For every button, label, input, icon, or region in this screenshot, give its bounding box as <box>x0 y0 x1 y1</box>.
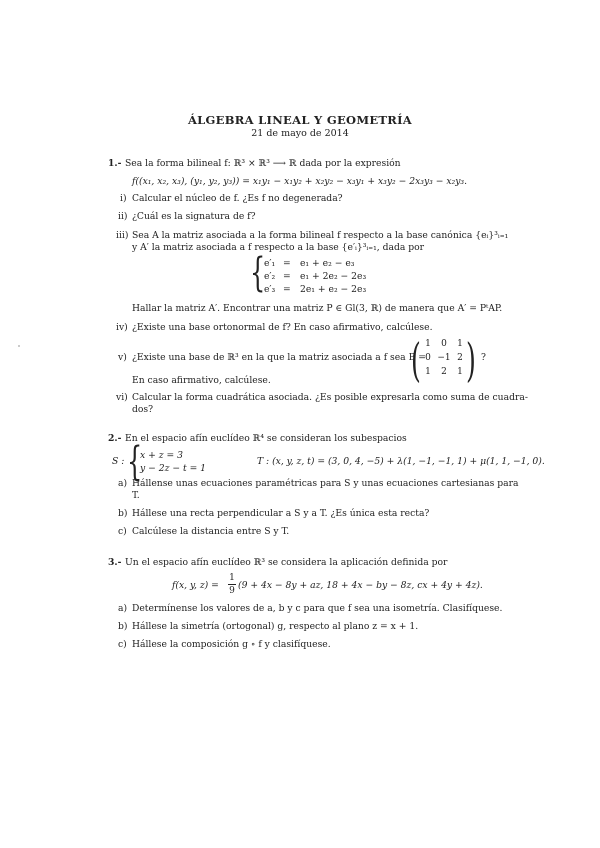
item-1-v-text: ¿Existe una base de ℝ³ en la que la matriz asociada a f sea B = <box>132 352 426 363</box>
item-2-c-text: Calcúlese la distancia entre S y T. <box>132 526 290 537</box>
fraction-denominator: 9 <box>229 586 235 596</box>
subspace-s-label: S : <box>112 456 125 467</box>
system-lhs-3: e′₃ <box>264 284 276 295</box>
item-2-a-line2: T. <box>132 490 140 501</box>
problem-2-intro: En el espacio afín euclídeo ℝ⁴ se consideran los subespacios <box>125 433 407 444</box>
item-2-b-text: Hállese una recta perpendicular a S y a T. ¿Es única esta recta? <box>132 508 430 519</box>
item-3-c-label: c) <box>118 639 127 650</box>
function-lhs: f(x, y, z) = <box>172 580 219 591</box>
item-1-ii-label: ii) <box>118 211 128 222</box>
item-3-a-label: a) <box>118 603 128 614</box>
scan-speck <box>18 345 20 347</box>
item-1-iii-line2: y A′ la matriz asociada a f respecto a la base {e′ᵢ}³ᵢ₌₁, dada por <box>132 242 425 253</box>
item-1-iv-label: iv) <box>116 322 128 333</box>
problem-2-number: 2.- <box>108 433 122 444</box>
subspace-s-eq1: x + z = 3 <box>140 450 183 461</box>
problem-3-intro: Un el espacio afín euclídeo ℝ³ se considera la aplicación definida por <box>125 557 448 568</box>
item-3-b-text: Hállese la simetría (ortogonal) g, respecto al plano z = x + 1. <box>132 621 419 632</box>
matrix-right-paren: ) <box>466 333 476 387</box>
item-1-iii-label: iii) <box>116 230 129 241</box>
matrix-cell: 2 <box>441 367 447 377</box>
item-1-iii-line1: Sea A la matriz asociada a la forma bilineal f respecto a la base canónica {eᵢ}³ᵢ₌₁ <box>132 230 509 241</box>
system-eq-2: = <box>283 271 291 282</box>
item-1-v-question-mark: ? <box>481 352 486 363</box>
item-3-a-text: Determínense los valores de a, b y c para que f sea una isometría. Clasifíquese. <box>132 603 503 614</box>
system-rhs-2: e₁ + 2e₂ − 2e₃ <box>300 271 367 282</box>
system-rhs-3: 2e₁ + e₂ − 2e₃ <box>300 284 367 295</box>
item-1-vi-label: vi) <box>116 392 128 403</box>
item-2-a-label: a) <box>118 478 128 489</box>
item-3-b-label: b) <box>118 621 128 632</box>
item-1-i-text: Calcular el núcleo de f. ¿Es f no degenerada? <box>132 193 343 204</box>
matrix-cell: 1 <box>425 367 431 377</box>
item-1-iv-text: ¿Existe una base ortonormal de f? En caso afirmativo, calcúlese. <box>132 322 433 333</box>
item-2-b-label: b) <box>118 508 128 519</box>
item-1-v-label: v) <box>118 352 127 363</box>
item-2-a-line1: Hállense unas ecuaciones paramétricas para S y unas ecuaciones cartesianas para <box>132 478 519 489</box>
problem-1-intro: Sea la forma bilineal f: ℝ³ × ℝ³ ⟶ ℝ dada por la expresión <box>125 158 401 169</box>
system-lhs-2: e′₂ <box>264 271 276 282</box>
item-1-vi-line1: Calcular la forma cuadrática asociada. ¿Es posible expresarla como suma de cuadra- <box>132 392 528 403</box>
function-rhs: (9 + 4x − 8y + az, 18 + 4x − by − 8z, cx + 4y + 4z). <box>238 580 483 591</box>
matrix-cell: 2 <box>457 353 463 363</box>
subspace-t-definition: T : (x, y, z, t) = (3, 0, 4, −5) + λ(1, −1, −1, 1) + μ(1, 1, −1, 0). <box>257 456 545 467</box>
fraction-numerator: 1 <box>229 573 235 583</box>
exam-title: ÁLGEBRA LINEAL Y GEOMETRÍA <box>187 113 413 127</box>
problem-1-number: 1.- <box>108 158 122 169</box>
system-eq-3: = <box>283 284 291 295</box>
matrix-cell: 1 <box>425 339 431 349</box>
item-2-c-label: c) <box>118 526 127 537</box>
matrix-cell: 0 <box>441 339 447 349</box>
item-1-v-line2: En caso afirmativo, calcúlese. <box>132 375 271 386</box>
matrix-cell: −1 <box>437 353 451 363</box>
system-lhs-1: e′₁ <box>264 258 276 269</box>
item-1-ii-text: ¿Cuál es la signatura de f? <box>132 211 256 222</box>
subspace-s-brace: { <box>127 439 143 485</box>
problem-3-number: 3.- <box>108 557 122 568</box>
item-1-i-label: i) <box>120 193 127 204</box>
matrix-left-paren: ( <box>411 333 421 387</box>
matrix-cell: 1 <box>457 339 463 349</box>
item-1-iii-line3: Hallar la matriz A′. Encontrar una matriz P ∈ Gl(3, ℝ) de manera que A′ = PᵗAP. <box>132 303 503 314</box>
matrix-cell: 1 <box>457 367 463 377</box>
problem-1-expression: f((x₁, x₂, x₃), (y₁, y₂, y₃)) = x₁y₁ − x₁y₂ + x₂y₂ − x₃y₁ + x₃y₂ − 2x₃y₃ − x₂y₃. <box>132 176 468 187</box>
system-brace: { <box>250 250 266 296</box>
subspace-s-eq2: y − 2z − t = 1 <box>140 463 207 474</box>
exam-date: 21 de mayo de 2014 <box>251 128 349 139</box>
item-1-vi-line2: dos? <box>132 404 154 415</box>
system-rhs-1: e₁ + e₂ − e₃ <box>300 258 355 269</box>
system-eq-1: = <box>283 258 291 269</box>
item-3-c-text: Hállese la composición g ∘ f y clasifíquese. <box>132 639 331 650</box>
fraction-bar <box>228 584 236 585</box>
matrix-cell: 0 <box>425 353 431 363</box>
